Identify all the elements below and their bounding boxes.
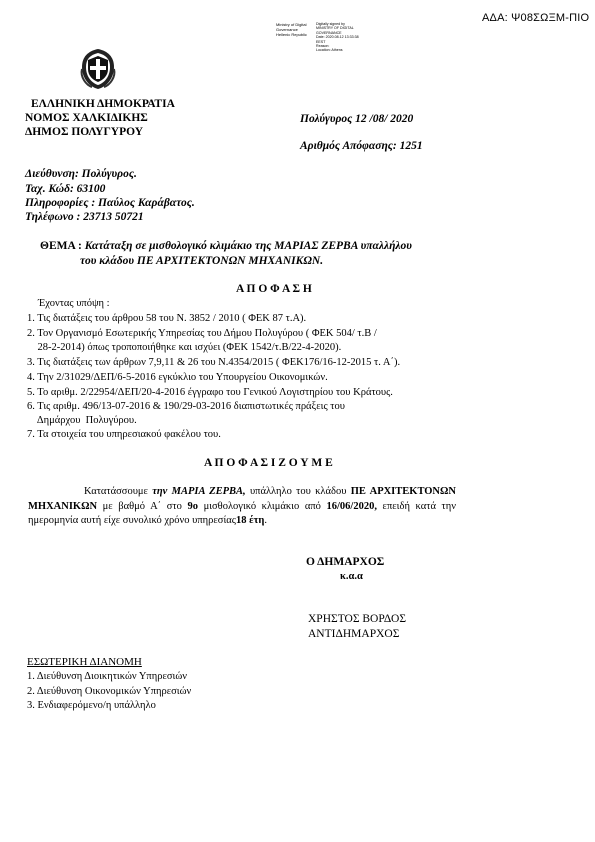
signature-org-line: Ministry of Digital	[276, 22, 307, 27]
subject-line-2: του κλάδου ΠΕ ΑΡΧΙΤΕΚΤΟΝΩΝ ΜΗΧΑΝΙΚΩΝ.	[80, 255, 324, 267]
decision-number: Αριθμός Απόφασης: 1251	[300, 140, 423, 152]
we-decide-title: Α Π Ο Φ Α Σ Ι Ζ Ο Υ Μ Ε	[204, 457, 333, 469]
signature-detail-line: Date: 2020.08.12 13:33:38	[316, 35, 359, 40]
place-date: Πολύγυρος 12 /08/ 2020	[300, 113, 414, 125]
signature-title: Ο ΔΗΜΑΡΧΟΣ	[306, 556, 385, 568]
header-prefecture: ΝΟΜΟΣ ΧΑΛΚΙΔΙΚΗΣ	[25, 112, 148, 124]
service-years: 18 έτη	[235, 515, 265, 526]
signature-org	[276, 22, 307, 37]
subject-line-1: Κατάταξη σε μισθολογικό κλιμάκιο της ΜΑΡΙΑΣ ΖΕΡΒΑ υπαλλήλου	[84, 240, 412, 252]
ada-code: ΑΔΑ: Ψ08ΣΩΞΜ-ΠΙΟ	[482, 12, 590, 24]
signature-org-line: Governance	[276, 27, 298, 32]
signature-detail-line: Location: Athens	[316, 48, 343, 53]
hellenic-emblem-icon	[78, 47, 118, 94]
body-text: μισθολογικό κλιμάκιο από	[203, 500, 321, 512]
signature-details	[316, 22, 359, 53]
body-text: υπάλληλο του κλάδου	[249, 486, 347, 497]
salary-grade: 9ο	[187, 500, 198, 512]
considering-label: Έχοντας υπόψη :	[38, 298, 110, 309]
decision-title: Α Π Ο Φ Α Σ Η	[236, 283, 312, 295]
signature-detail-line: EEST	[316, 39, 326, 44]
signatory-name: ΧΡΗΣΤΟΣ ΒΟΡΔΟΣ	[308, 613, 407, 625]
body-text: με βαθμό Α΄ στο	[102, 500, 182, 512]
distribution-item: 3. Ενδιαφερόμενο/η υπάλληλο	[27, 700, 156, 711]
body-text: Κατατάσσουμε	[84, 486, 148, 497]
distribution-item: 1. Διεύθυνση Διοικητικών Υπηρεσιών	[27, 671, 188, 682]
contact-postcode: Ταχ. Κώδ: 63100	[25, 183, 106, 195]
contact-info: Πληροφορίες : Παύλος Καράβατος.	[25, 197, 195, 209]
list-item: 28-2-2014) όπως τροποποιήθηκε και ισχύει (ΦΕΚ 1542/τ.Β/22-4-2020).	[27, 342, 342, 353]
employee-branch: ΠΕ ΑΡΧΙΤΕΚΤΟΝΩΝ ΜΗΧΑΝΙΚΩΝ	[28, 486, 456, 512]
body-text: επειδή κατά την ημερομηνία αυτή είχε συνολικό χρόνο υπηρεσίας	[28, 500, 456, 526]
header-municipality: ΔΗΜΟΣ ΠΟΛΥΓΥΡΟΥ	[25, 126, 144, 138]
contact-phone: Τηλέφωνο : 23713 50721	[25, 211, 144, 223]
distribution-title: ΕΣΩΤΕΡΙΚΗ ΔΙΑΝΟΜΗ	[27, 656, 142, 668]
employee-name: την ΜΑΡΙΑ ΖΕΡΒΑ,	[152, 486, 246, 497]
digital-signature-stamp	[276, 22, 386, 58]
signature-org-line: Hellenic Republic	[276, 32, 307, 37]
signature-detail-line: GOVERNANCE	[316, 30, 342, 35]
list-item: 7. Τα στοιχεία του υπηρεσιακού φακέλου του.	[27, 429, 221, 440]
list-item: 2. Τον Οργανισμό Εσωτερικής Υπηρεσίας του Δήμου Πολυγύρου ( ΦΕΚ 504/ τ.Β /	[27, 328, 377, 339]
list-item: 5. Το αριθμ. 2/22954/ΔΕΠ/20-4-2016 έγγραφο του Γενικού Λογιστηρίου του Κράτους.	[27, 387, 393, 398]
signature-detail-line: Reason:	[316, 44, 330, 49]
contact-address: Διεύθυνση: Πολύγυρος.	[25, 168, 137, 180]
effective-date: 16/06/2020,	[326, 500, 377, 512]
list-item: 3. Τις διατάξεις των άρθρων 7,9,11 & 26 του Ν.4354/2015 ( ΦΕΚ176/16-12-2015 τ. Α΄).	[27, 357, 401, 368]
decision-body	[28, 485, 456, 529]
distribution-item: 2. Διεύθυνση Οικονομικών Υπηρεσιών	[27, 686, 192, 697]
list-item: 4. Την 2/31029/ΔΕΠ/6-5-2016 εγκύκλιο του Υπουργείου Οικονομικών.	[27, 372, 328, 383]
subject	[40, 240, 412, 252]
list-item: Δημάρχου Πολυγύρου.	[27, 415, 137, 426]
list-item: 6. Τις αριθμ. 496/13-07-2016 & 190/29-03-2016 διαπιστωτικές πράξεις του	[27, 401, 345, 412]
signature-detail-line: MINISTRY OF DIGITAL	[316, 26, 354, 31]
signatory-role: ΑΝΤΙΔΗΜΑΡΧΟΣ	[308, 628, 400, 640]
subject-label: ΘΕΜΑ :	[40, 240, 82, 252]
signature-detail-line: Digitally signed by	[316, 22, 345, 26]
signature-kaa: κ.α.α	[340, 571, 363, 582]
body-text: .	[264, 515, 267, 526]
list-item: 1. Τις διατάξεις του άρθρου 58 του Ν. 3852 / 2010 ( ΦΕΚ 87 τ.Α).	[27, 313, 307, 324]
header-republic: ΕΛΛΗΝΙΚΗ ΔΗΜΟΚΡΑΤΙΑ	[31, 98, 175, 110]
